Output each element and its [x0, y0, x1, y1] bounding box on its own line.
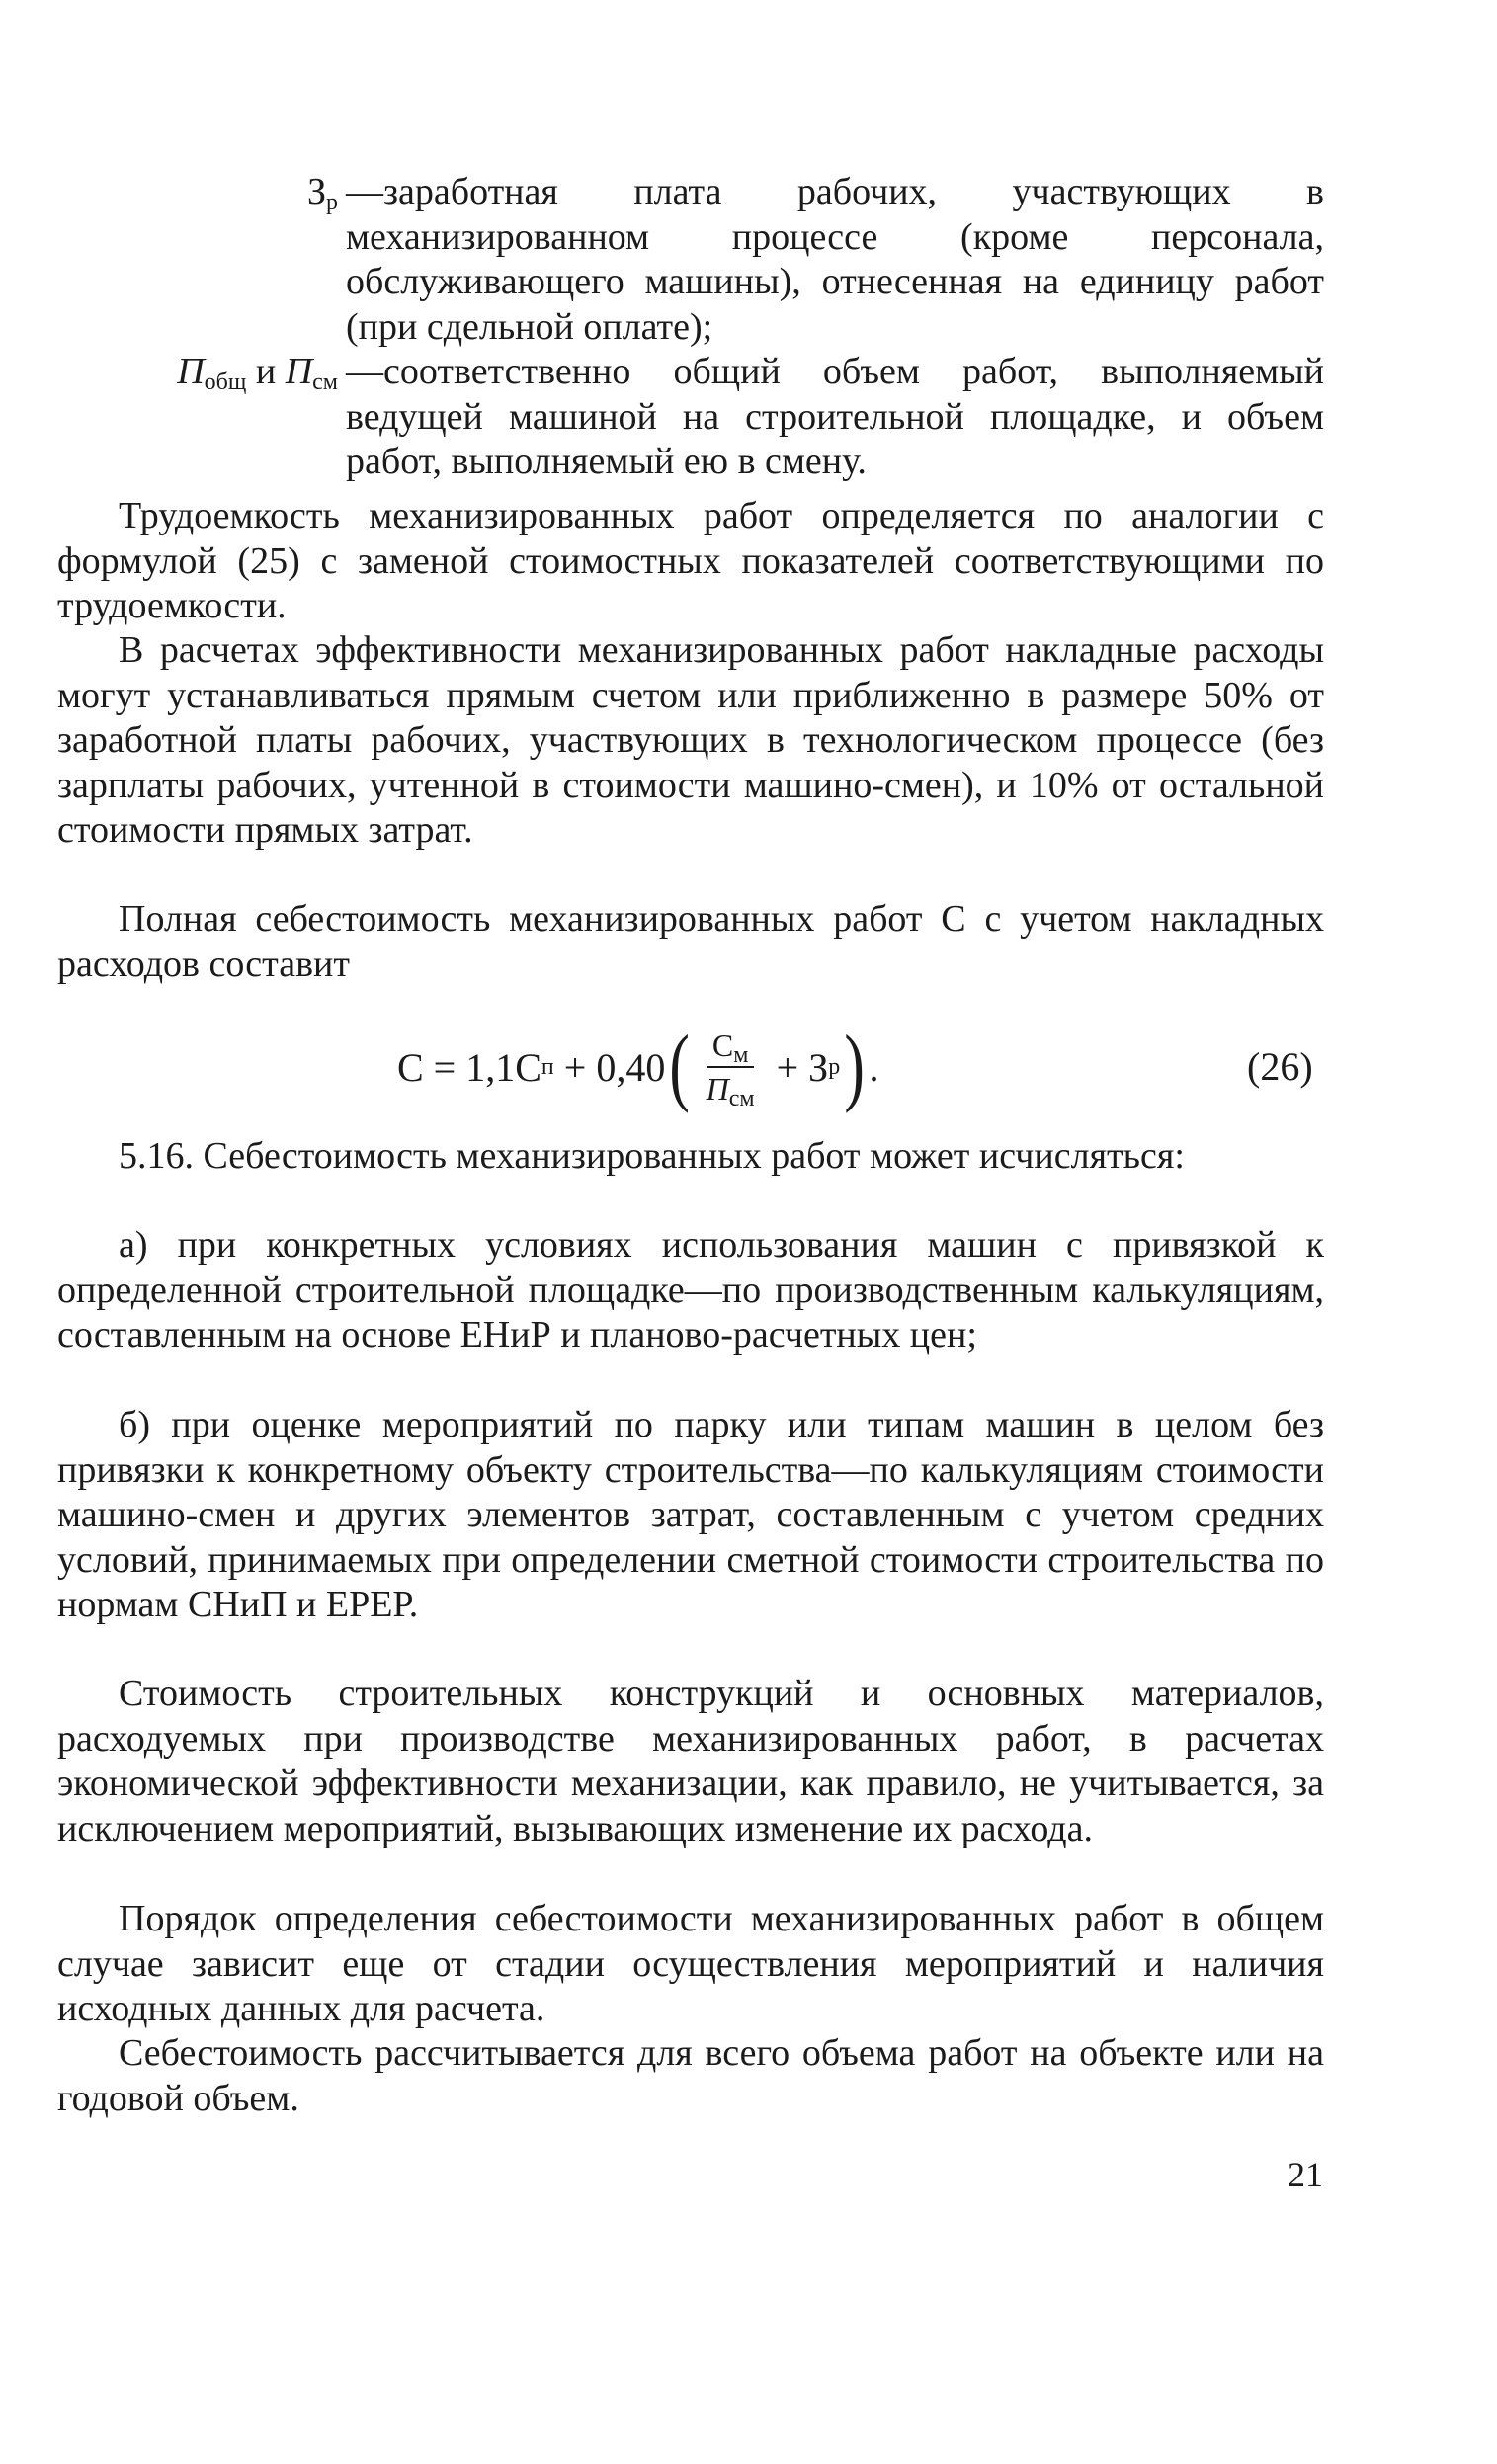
definition-p [57, 350, 1324, 485]
paragraph-procedure: Порядок определения себестоимости механизированных работ в общем случае зависит еще от стадии осуществления мероприятий и наличия исходных данных для расчета. [57, 1898, 1324, 2029]
paragraph-5-16: 5.16. Себестоимость механизированных работ может исчисляться: [119, 1135, 1185, 1177]
fraction [701, 1027, 761, 1111]
equation-number: (26) [1247, 1044, 1313, 1089]
definition-zr [57, 170, 1324, 350]
page-number: 21 [1288, 2155, 1323, 2194]
formula-expression: С = 1,1С п + 0,40 ( $\frac{С_м}{П_{см}}$ + З р ) . [397, 1019, 879, 1114]
fraction-numerator: $С_м$ [707, 1027, 755, 1068]
definition-text: —соответственно общий объем работ, выполняемый ведущей машиной на строительной площадке, и объем работ, выполняемый ею в смену. [346, 351, 1324, 482]
paragraph-item-b: б) при оценке мероприятий по парку или типам машин в целом без привязки к конкретному объекту строительства—по калькуляциям стоимости машино-смен и других элементов затрат, составленным с учетом средних условий, принимаемых при определении сметной стоимости строительства по нормам СНиП и ЕРЕР. [57, 1404, 1324, 1625]
definition-term: $З_р$ [306, 171, 338, 215]
paragraph-materials: Стоимость строительных конструкций и основных материалов, расходуемых при производстве механизированных работ, в расчетах экономической эффективности механизации, как правило, не учитывается, за исключением мероприятий, вызывающих изменение их расхода. [57, 1673, 1324, 1849]
paragraph-labor-intensity: Трудоемкость механизированных работ определяется по аналогии с формулой (25) с заменой стоимостных показателей соответствующими по трудоемкости. [57, 495, 1324, 626]
paragraph-item-a: а) при конкретных условиях использования машин с привязкой к определенной строительной площадке—по производственным калькуляциям, составленным на основе ЕНиР и планово-расчетных цен; [57, 1224, 1324, 1355]
paragraph-volume: Себестоимость рассчитывается для всего объема работ на объекте или на годовой объем. [57, 2032, 1324, 2119]
paragraph-full-cost: Полная себестоимость механизированных работ С с учетом накладных расходов составит [57, 898, 1324, 985]
definitions-list [57, 170, 1324, 485]
paragraph-overhead: В расчетах эффективности механизированных работ накладные расходы могут устанавливаться прямым счетом или приближенно в размере 50% от заработной платы рабочих, участвующих в технологическом процессе (без зарплаты рабочих, учтенной в стоимости машино-смен), и 10% от остальной стоимости прямых затрат. [57, 629, 1324, 851]
right-paren: ) [844, 1019, 866, 1114]
fraction-denominator: $П_{см}$ [706, 1071, 755, 1111]
definition-term: $П_{общ}$ и $П_{см}$ [177, 351, 338, 395]
formula-26 [0, 1006, 1497, 1114]
definition-text: —заработная плата рабочих, участвующих в механизированном процессе (кроме персонала, обслуживающего машины), отнесенная на единицу работ (при сдельной оплате); [346, 171, 1324, 348]
left-paren: ( [669, 1019, 691, 1114]
